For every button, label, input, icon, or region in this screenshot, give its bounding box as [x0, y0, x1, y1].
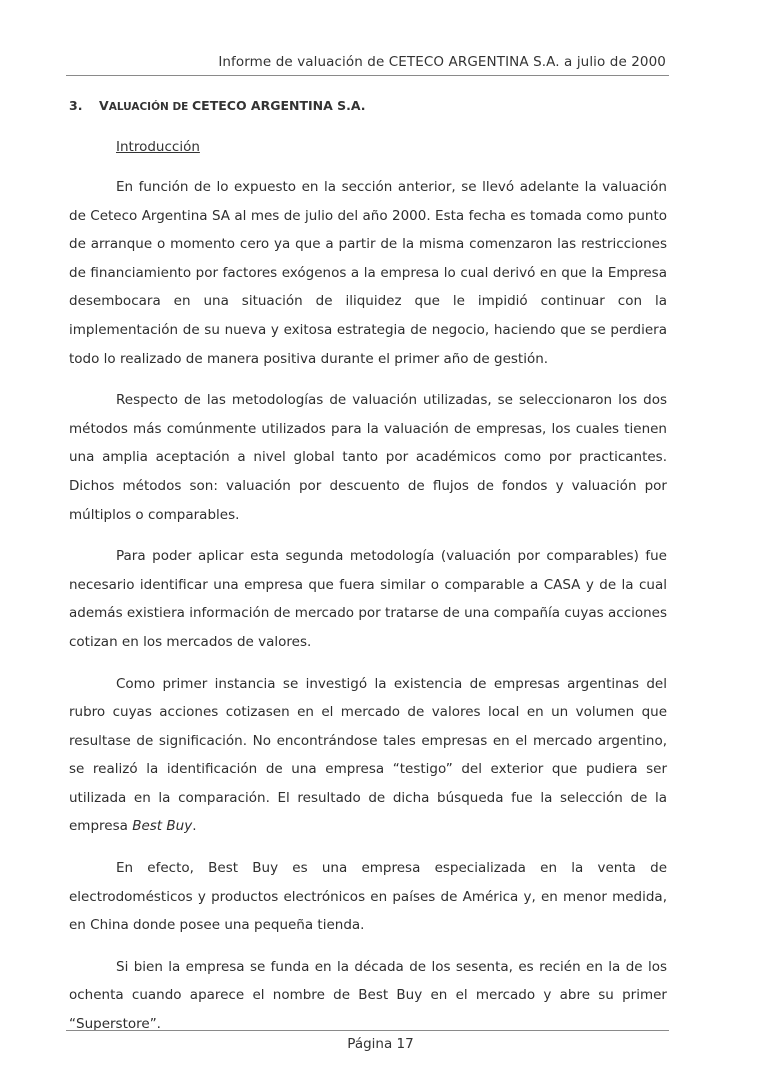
section-title-part: ALUACIÓN DE [108, 101, 192, 113]
section-number: 3. [69, 98, 83, 113]
footer-divider [66, 1030, 669, 1031]
paragraph-text: Como primer instancia se investigó la existencia de empresas argentinas del rubro cuyas acciones cotizasen en el mercado de valores local en un volumen que resultase de significación. No encontrándose tales empresas en el mercado argentino, se realizó la identificación de una empresa “testigo” del exterior que pudiera ser utilizada en la comparación. El resultado de dicha búsqueda fue la selección de la empresa [69, 675, 667, 835]
section-title [99, 98, 366, 113]
paragraph: Respecto de las metodologías de valuación utilizadas, se seleccionaron los dos métodos más comúnmente utilizados para la valuación de empresas, los cuales tienen una amplia aceptación a nivel global tanto por académicos como por practicantes. Dichos métodos son: valuación por descuento de flujos de fondos y valuación por múltiplos o comparables. [69, 392, 667, 523]
page-number: Página 17 [347, 1036, 414, 1052]
subsection-heading: Introducción [116, 139, 200, 155]
paragraph: Para poder aplicar esta segunda metodología (valuación por comparables) fue necesario identificar una empresa que fuera similar o comparable a CASA y de la cual además existiera información de mercado por tratarse de una compañía cuyas acciones cotizan en los mercados de valores. [69, 548, 667, 650]
header-divider [66, 75, 669, 76]
paragraph-end: . [192, 818, 197, 835]
company-name-emphasis: Best Buy [132, 818, 193, 835]
paragraph: En efecto, Best Buy es una empresa especializada en la venta de electrodomésticos y productos electrónicos en países de América y, en menor medida, en China donde posee una pequeña tienda. [69, 860, 667, 934]
paragraph: En función de lo expuesto en la sección anterior, se llevó adelante la valuación de Ceteco Argentina SA al mes de julio del año 2000. Esta fecha es tomada como punto de arranque o momento cero ya que a partir de la misma comenzaron las restricciones de financiamiento por factores exógenos a la empresa lo cual derivó en que la Empresa desembocara en una situación de iliquidez que le impidió continuar con la implementación de su nueva y exitosa estrategia de negocio, haciendo que se perdiera todo lo realizado de manera positiva durante el primer año de gestión. [69, 179, 667, 367]
section-title-part: V [99, 98, 109, 113]
section-title-part: CETECO ARGENTINA S.A. [192, 98, 366, 113]
paragraph [69, 670, 667, 842]
section-heading [69, 98, 366, 113]
document-header-title: Informe de valuación de CETECO ARGENTINA S.A. a julio de 2000 [218, 54, 666, 70]
paragraph: Si bien la empresa se funda en la década de los sesenta, es recién en la de los ochenta cuando aparece el nombre de Best Buy en el mercado y abre su primer “Superstore”. [69, 958, 667, 1033]
body-text [69, 173, 667, 1052]
